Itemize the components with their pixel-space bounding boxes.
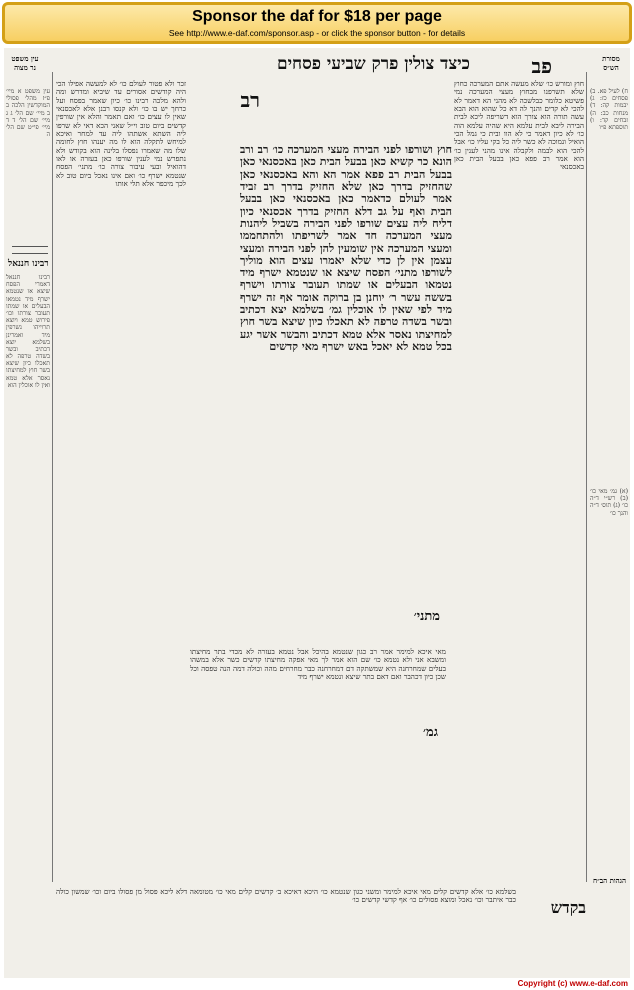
gemara-label: גמ׳ [423, 725, 438, 740]
ornament-divider [12, 246, 48, 254]
page-number: פב [531, 54, 552, 78]
rabbeinu-chananel-title: רבינו חננאל [8, 259, 49, 269]
main-start-word: רב [240, 88, 260, 112]
gemara-continuation: מאי איכא למימר אמר רב כגון שנטמא בהיכל אבל נטמא בעזרה לא מכדי בתר מחיצתו ומשבא אני ולא נטמא כו׳ שם הוא אמר לך מאי אפקה מחיצתו קדשים כשר אלא במשהו בעלים שמחרחנה היא שמשתקה דם דמחרחנה כבר מחרחים מהה וכולה דמה הנה טפסה וכל שכן כיון דכהבר ואם דאם בתר שיצא ונטמא ישרף מיד [190, 648, 446, 682]
rabbeinu-chananel-text: רבינו חננאל דאמרי הפסח שיצא או שנטמא ישרף מיד נטמאו הבעלים או שמתו תעובר צורתו וכו׳ פירוש טמא ויוצא תרוייהו נשרפין מיד ואמרינן בשלמא יוצא דכתיב ובשר בשדה טרפה לא תאכלו כיון שיצא בשר חוץ למחיצתו נאסר אלא טמא ואין לו אוכלין הוא [6, 274, 50, 389]
sponsor-banner[interactable] [2, 2, 632, 44]
hagahot-label: הגהות הב״ח [592, 876, 626, 885]
left-margin-label: עין משפט נר מצוה [11, 54, 39, 72]
talmud-page [4, 48, 630, 978]
sponsor-title: Sponsor the daf for $18 per page [192, 8, 442, 25]
right-margin-label: מסורת הש״ס [602, 54, 620, 72]
masoret-hashas: ח) לעיל פא. ב) פסחים כז: ג) יבמות קה: ד) מנחות כב: ה) זבחים קד: ו) תוספתא פ״ו [590, 88, 628, 131]
column-divider [586, 72, 587, 882]
hagahot-text: (א) גמ׳ מאי כו׳ (ב) רש״י ד״ה כו׳ (ג) תוס׳ ד״ה והנך כו׳ [590, 488, 628, 517]
bottom-start-word: בקדש [550, 898, 586, 917]
sponsor-subtitle: See http://www.e-daf.com/sponsor.asp - or click the sponsor button - for details [168, 28, 466, 38]
column-divider [52, 72, 53, 882]
bottom-commentary: בשלמא כו׳ אלא קדשים קלים מאי איכא למימר ומשני כגון שנטמא כו׳ היכא דאיכא ב׳ קדשים קלים מאי כו׳ מטומאה דלא ליכא פסול מן פסולו ביום וכו׳ שמשון כולה כבר איתבר וכו׳ נאכל ומוצא פסולים כו׳ אף קדשי קדשים כו׳ [56, 888, 516, 905]
copyright-notice: Copyright (c) www.e-daf.com [517, 979, 628, 988]
ein-mishpat: עין משפט א מיי׳ פ״ז מהל׳ פסולי המוקדשין הלכה ב ב מיי׳ שם הל׳ ג ג מיי׳ שם הל׳ ד ד מיי׳ פי״ט שם הל׳ ה [6, 88, 50, 139]
mishna-label: מתני׳ [413, 609, 440, 624]
gemara-main-text: חוץ ושורפו לפני הבירה מעצי המערכה כו׳ רב ורב הונא כר קשיא כאן בבעל הבית כאן באכסנאי כאן בבעל הבית רב פפא אמר הא והא באכסנאי כאן שהחזיק בדרך כאן שלא החזיק בדרך רב זביד אמר לעולם כדאמר כאן באכסנאי כאן בבעל הבית ואף על גב דלא החזיק בדרך אכסנאי כיון דליח ליה עצים שורפו לפני הבירה בשביל ליהנות מעצי המערכה חד אמר לשריפתו ולהתחממו ומעצי המערכה אין שומעין להן לפני הבירה ומעצי עצמן אין לן כדי שלא יאמרו עצים הוא מוליך לשורפו מתני׳ הפסח שיצא או שנטמא ישרף מיד נטמאו הבעלים או שמתו תעובר צורתו וישרף בששה עשר ר׳ יוחנן בן ברוקה אומר אף זה ישרף מיד לפי שאין לו אוכלין גמ׳ בשלמא יצא דכתיב ובשר בשדה טרפה לא תאכלו כיון שיצא בשר חוץ למחיצתו נאסר אלא טמא דכתיב והבשר אשר יגע בכל טמא לא יאכל באש ישרף מאי קדשים [240, 144, 452, 353]
masechet-header: כיצד צולין פרק שביעי פסחים [276, 54, 470, 74]
rashi-commentary: חוץ ומורש כו׳ שלא מעשה אתם המערכה כחוץ שלא תשרפנו מבחוץ מעצי המערכה נמי פשיטא כלומר כבלשכה לא מהני הא דאמר לא להכי לא קדים והנך לה דא כל שהוא הוא הבא עשה תורה הוא צורך הוא דשריפה ליכא לבית הבירה ליבא לבית עלמא היא שהיה עלמא הוה כו׳ לא כיון דאמר כי לא הוו ובית כי גמל הכי הואיל ונמוכה לא כשר ליה כל בקי עליו כו׳ אבל להכי הוא לבמה ולקבלה אינו מהני לענין כו׳ הוא אמר רב פפא כאן בבעל הבית כאן באכסנאי [454, 80, 584, 172]
tosafot-commentary: זכר ולא פטור לעולם כו׳ לא למעשה אפילו הכי היה קודשים אסורים עד שיביא ומדרש ומה ולהא מלכה רבינו כו׳ כיון שאמר בפסח ועל כרחך יש בו כו׳ ולא קנסו רבנן אלא לאכסנאי שאין לו עצים כו׳ ואם תאמר והלא אין שורפין קדשים ביום טוב וי״ל שאני הכא דאי לא שרפו ליה השתא אשתהו ליה עד למחר ואיכא למיחש לתקלה הוא לו מה יענהו חוץ לחומה שלו מה שאמרו נפסלו בלינה הוא בקודש ולא נתפרש נמי לענין שורפו כאן בעזרה או לאו דהואיל ובעי עיבור צורה כו׳ מתני׳ הפסח שנטמא ישרף כו׳ ואם אינו נאכל ביום טוב לא לכך מיכפר אלא תלי אותו [56, 80, 186, 189]
